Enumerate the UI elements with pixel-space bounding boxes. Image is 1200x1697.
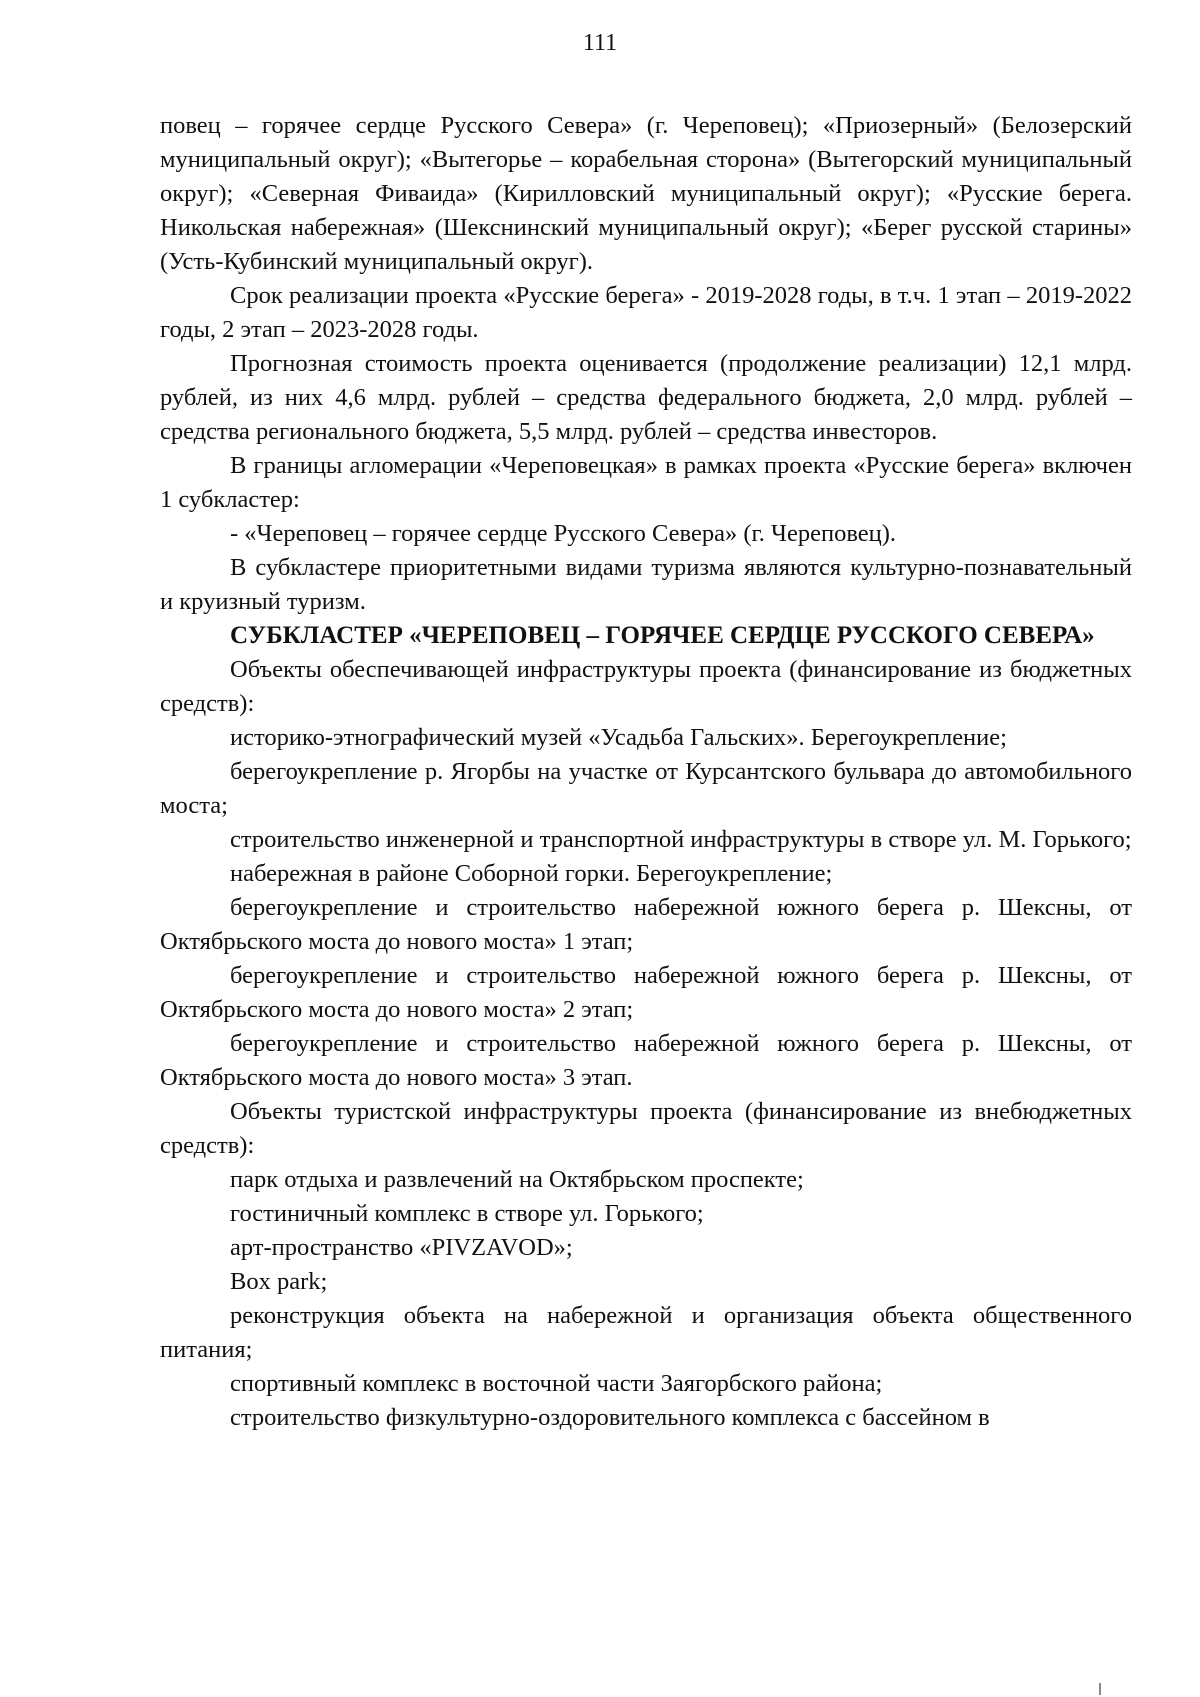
paragraph-budget-objects-intro: Объекты обеспечивающей инфраструктуры проекта (финансирование из бюджетных средств): — [160, 656, 1132, 717]
list-item: строительство инженерной и транспортной инфраструктуры в створе ул. М. Горького; — [230, 826, 1132, 853]
list-item: гостиничный комплекс в створе ул. Горького; — [230, 1200, 704, 1227]
list-item: строительство физкультурно-оздоровительного комплекса с бассейном в — [230, 1404, 990, 1431]
list-item: Box park; — [230, 1268, 328, 1295]
list-item: арт-пространство «PIVZAVOD»; — [230, 1234, 573, 1261]
paragraph-tourism-types: В субкластере приоритетными видами туризма являются культурно-познавательный и круизный туризм. — [160, 554, 1132, 615]
list-item: историко-этнографический музей «Усадьба Гальских». Берегоукрепление; — [230, 724, 1007, 751]
paragraph-agglomeration: В границы агломерации «Череповецкая» в рамках проекта «Русские берега» включен 1 субкластер: — [160, 452, 1132, 513]
paragraph-project-cost: Прогнозная стоимость проекта оценивается (продолжение реализации) 12,1 млрд. рублей, из них 4,6 млрд. рублей – средства федерального бюджета, 2,0 млрд. рублей – средства регионального бюджета, 5,5 млрд. рублей – средства инвесторов. — [160, 350, 1132, 445]
body-text — [160, 109, 1132, 1435]
paragraph-subcluster-item: - «Череповец – горячее сердце Русского Севера» (г. Череповец). — [230, 520, 897, 547]
list-item: берегоукрепление и строительство набережной южного берега р. Шексны, от Октябрьского моста до нового моста» 3 этап. — [160, 1030, 1132, 1091]
list-item: берегоукрепление и строительство набережной южного берега р. Шексны, от Октябрьского моста до нового моста» 2 этап; — [160, 962, 1132, 1023]
list-item: парк отдыха и развлечений на Октябрьском проспекте; — [230, 1166, 804, 1193]
scan-artifact-mark — [1099, 1683, 1101, 1695]
paragraph-continuation: повец – горячее сердце Русского Севера» (г. Череповец); «Приозерный» (Белозерский муниципальный округ); «Вытегорье – корабельная сторона» (Вытегорский муниципальный округ); «Северная Фиваида» (Кирилловский муниципальный округ); «Русские берега. Никольская набережная» (Шекснинский муниципальный округ); «Берег русской старины» (Усть-Кубинский муниципальный округ). — [160, 112, 1132, 275]
list-item: набережная в районе Соборной горки. Берегоукрепление; — [230, 860, 833, 887]
list-item: берегоукрепление и строительство набережной южного берега р. Шексны, от Октябрьского моста до нового моста» 1 этап; — [160, 894, 1132, 955]
list-item: берегоукрепление р. Ягорбы на участке от Курсантского бульвара до автомобильного моста; — [160, 758, 1132, 819]
list-item: реконструкция объекта на набережной и организация объекта общественного питания; — [160, 1302, 1132, 1363]
paragraph-project-timeline: Срок реализации проекта «Русские берега» - 2019-2028 годы, в т.ч. 1 этап – 2019-2022 годы, 2 этап – 2023-2028 годы. — [160, 282, 1132, 343]
page-number: 111 — [582, 30, 618, 56]
section-heading: СУБКЛАСТЕР «ЧЕРЕПОВЕЦ – ГОРЯЧЕЕ СЕРДЦЕ РУССКОГО СЕВЕРА» — [230, 622, 1095, 649]
paragraph-tourist-objects-intro: Объекты туристской инфраструктуры проекта (финансирование из внебюджетных средств): — [160, 1098, 1132, 1159]
list-item: спортивный комплекс в восточной части Заягорбского района; — [230, 1370, 883, 1397]
